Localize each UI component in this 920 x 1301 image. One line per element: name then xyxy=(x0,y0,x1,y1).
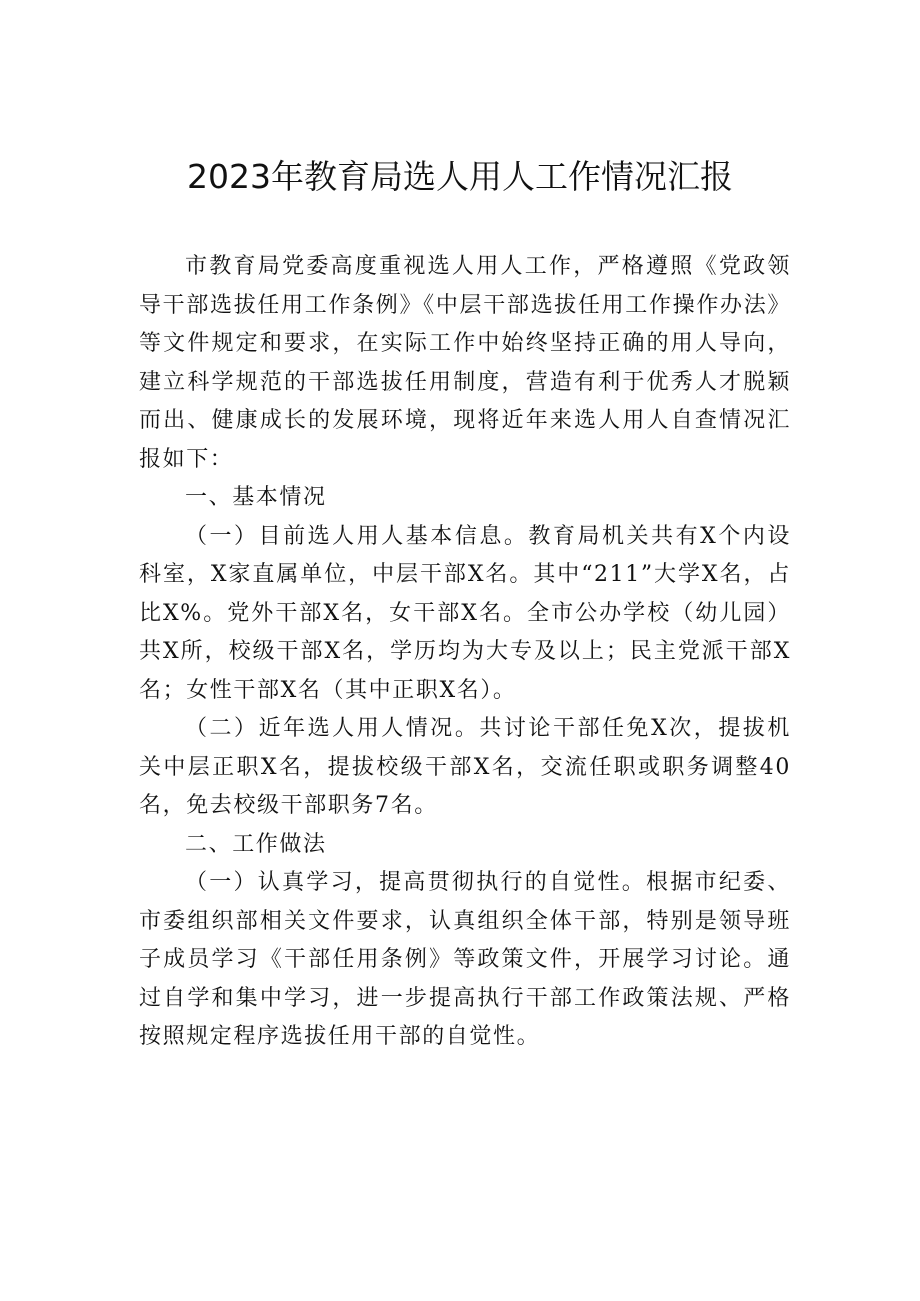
section-heading-work-practice: 二、工作做法 xyxy=(185,831,327,857)
study-paragraph: （一）认真学习，提高贯彻执行的自觉性。根据市纪委、市委组织部相关文件要求，认真组织全体干部，特别是领导班子成员学习《干部任用条例》等政策文件，开展学习讨论。通过自学和集中学习，进一步提高执行干部工作政策法规、严格按照规定程序选拔任用干部的自觉性。 xyxy=(139,870,791,1049)
recent-appointments-paragraph: （二）近年选人用人情况。共讨论干部任免X次，提拔机关中层正职X名，提拔校级干部X名，交流任职或职务调整40名，免去校级干部职务7名。 xyxy=(139,716,791,818)
document-title: 2023年教育局选人用人工作情况汇报 xyxy=(187,157,733,196)
intro-paragraph: 市教育局党委高度重视选人用人工作，严格遵照《党政领导干部选拔任用工作条例》《中层干部选拔任用工作操作办法》等文件规定和要求，在实际工作中始终坚持正确的用人导向，建立科学规范的干部选拔任用制度，营造有利于优秀人才脱颖而出、健康成长的发展环境，现将近年来选人用人自查情况汇报如下： xyxy=(139,254,791,472)
basic-info-paragraph: （一）目前选人用人基本信息。教育局机关共有X个内设科室，X家直属单位，中层干部X名。其中“211”大学X名，占比X%。党外干部X名，女干部X名。全市公办学校（幼儿园）共X所，校级干部X名，学历均为大专及以上；民主党派干部X名；女性干部X名（其中正职X名）。 xyxy=(139,523,791,703)
document-body xyxy=(139,248,791,1057)
section-heading-basic-situation: 一、基本情况 xyxy=(185,485,327,510)
